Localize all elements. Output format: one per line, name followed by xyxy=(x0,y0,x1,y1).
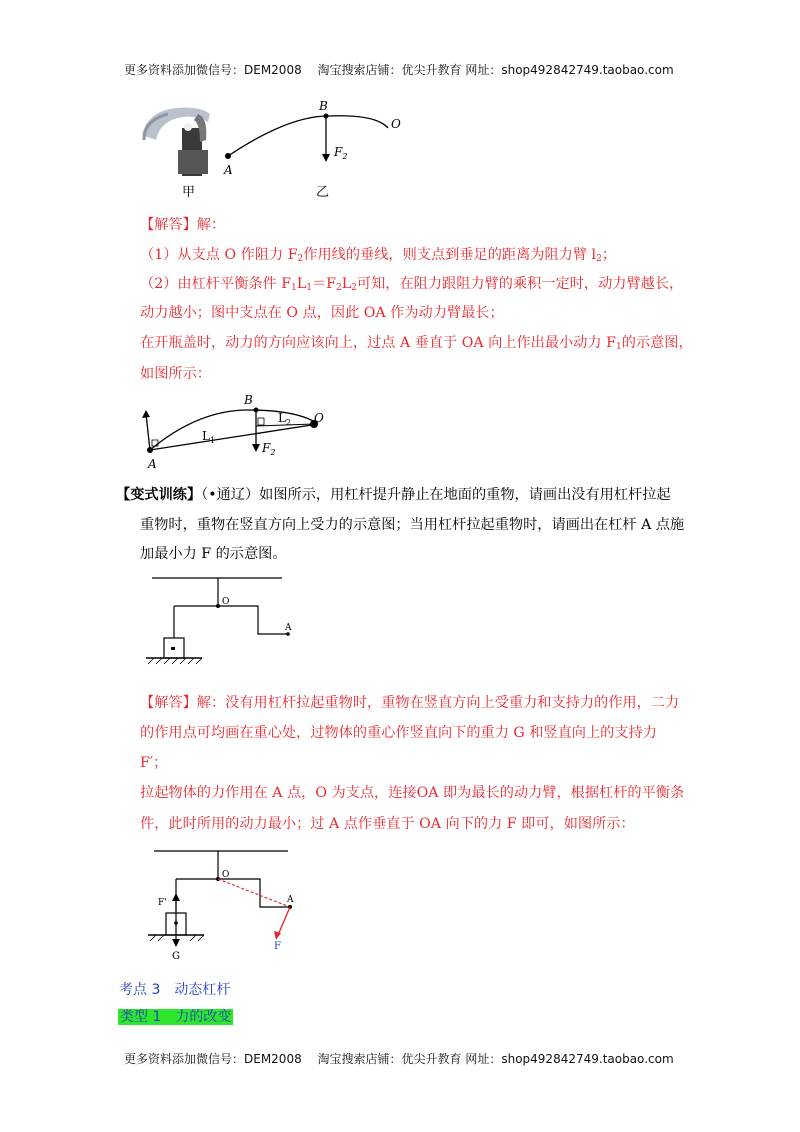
answer2-line1: 【解答】解：没有用杠杆拉起重物时，重物在竖直方向上受重力和支持力的作用，二力 xyxy=(140,695,680,711)
fig2-l1: $L_1$ xyxy=(202,429,216,445)
figure-lever-solution xyxy=(138,390,338,475)
type-label: 类型 1 力的改变 xyxy=(120,1009,232,1025)
fig2-l2: $L_2$ xyxy=(278,411,292,427)
fig2-point-o: O xyxy=(314,411,324,425)
answer2-line3: F′； xyxy=(140,755,168,771)
exercise-line2: 重物时，重物在竖直方向上受力的示意图；当用杠杆拉起重物时，请画出在杠杆 A 点施 xyxy=(140,517,685,533)
answer2-line2: 的作用点可均画在重心处，过物体的重心作竖直向下的重力 G 和竖直向上的支持力 xyxy=(140,725,657,741)
fig4-point-a: A xyxy=(287,895,294,905)
answer1-line5: 如图所示： xyxy=(140,366,211,382)
label-yi: 乙 xyxy=(316,185,330,200)
fig3-point-a: A xyxy=(285,623,292,633)
page-footer: 更多资料添加微信号：DEM2008 淘宝搜索店铺：优尖升教育 网址：shop492842749.taobao.com xyxy=(124,1052,674,1066)
fig4-gravity-g: G xyxy=(172,951,180,962)
answer1-line3: 动力越小；图中支点在 O 点，因此 OA 作为动力臂最长； xyxy=(140,305,504,321)
fig3-point-o: O xyxy=(222,597,230,607)
figure-lever-weight xyxy=(140,570,300,670)
label-jia: 甲 xyxy=(182,185,196,200)
force-f2-label: $F_2$ xyxy=(334,145,348,161)
figure-lever-bottle-opener xyxy=(138,100,418,210)
page-header: 更多资料添加微信号：DEM2008 淘宝搜索店铺：优尖升教育 网址：shop492842749.taobao.com xyxy=(124,63,674,77)
exercise-line3: 加最小力 F 的示意图。 xyxy=(140,546,287,562)
answer1-line1: （1）从支点 O 作阻力 $F_2$作用线的垂线，则支点到垂足的距离为阻力臂 $l_2$； xyxy=(140,247,617,264)
lever-curve xyxy=(228,116,388,156)
fig4-force-f: F xyxy=(274,941,281,952)
point-o-label: O xyxy=(391,117,401,131)
section-title: 考点 3 动态杠杆 xyxy=(119,982,231,998)
exercise-line1: 【变式训练】（•通辽）如图所示，用杠杆提升静止在地面的重物，请画出没有用杠杆拉起 xyxy=(116,487,671,503)
point-a-label: A xyxy=(224,163,233,177)
figure-lever-weight-solution xyxy=(140,845,300,965)
answer1-line2: （2）由杠杆平衡条件 $F_1L_1=F_2L_2$可知，在阻力跟阻力臂的乘积一定时，动力臂越长， xyxy=(140,276,684,293)
bottle-opener-photo xyxy=(142,108,210,176)
fig4-force-fprime: F' xyxy=(158,898,167,908)
answer2-line4: 拉起物体的力作用在 A 点，O 为支点，连接OA 即为最长的动力臂，根据杠杆的平衡条 xyxy=(140,785,685,801)
answer2-line5: 件，此时所用的动力最小；过 A 点作垂直于 OA 向下的力 F 即可，如图所示： xyxy=(140,816,635,832)
answer1-tag: 【解答】解： xyxy=(140,217,226,233)
fig2-point-b: B xyxy=(244,393,253,407)
fig2-point-a: A xyxy=(148,457,157,471)
answer1-line4: 在开瓶盖时，动力的方向应该向上，过点 A 垂直于 OA 向上作出最小动力 $F_1$的示意图， xyxy=(140,335,693,352)
fig2-f2: $F_2$ xyxy=(262,441,276,457)
point-b-label: B xyxy=(319,100,328,113)
fig4-point-o: O xyxy=(222,870,230,880)
